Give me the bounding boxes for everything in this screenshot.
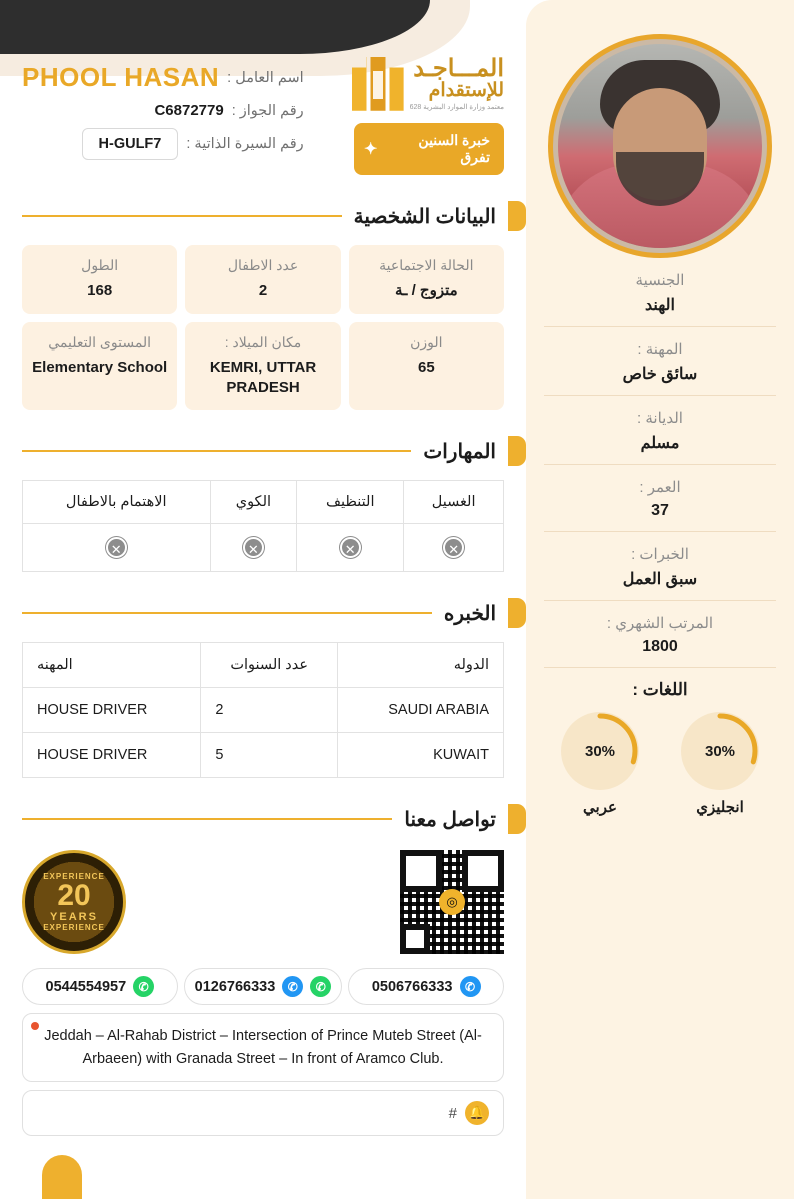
- sidebar-field-experience: [544, 532, 776, 601]
- logo-subtitle: معتمد وزارة الموارد البشرية 628: [409, 104, 504, 112]
- header-fields: [22, 56, 304, 169]
- sidebar-field-profession: [544, 327, 776, 396]
- language-gauge-arabic: [554, 712, 646, 816]
- whatsapp-icon[interactable]: ✆: [310, 976, 331, 997]
- sidebar-field-salary: [544, 601, 776, 668]
- cv-number-label: رقم السيرة الذاتية :: [186, 136, 304, 152]
- passport-row: [22, 102, 304, 119]
- sidebar-field-value: سبق العمل: [622, 571, 698, 588]
- star-icon: ✦: [364, 141, 378, 159]
- section-title: البيانات الشخصية: [353, 205, 496, 228]
- worker-name-value: PHOOL HASAN: [22, 62, 220, 92]
- skill-cell: [404, 524, 504, 572]
- cell-value: 2: [258, 282, 268, 300]
- phone-list: [22, 968, 504, 1005]
- social-bar[interactable]: [22, 1090, 504, 1136]
- section-tab-icon: [508, 201, 526, 231]
- skill-cell: [210, 524, 297, 572]
- phone-chip-3[interactable]: [22, 968, 178, 1005]
- exp-years: 2: [201, 688, 338, 733]
- exp-years: 5: [201, 733, 338, 778]
- sidebar-field-nationality: [544, 258, 776, 327]
- skill-header: الاهتمام بالاطفال: [23, 481, 211, 524]
- address-box: [22, 1013, 504, 1082]
- sidebar-field-label: المرتب الشهري :: [606, 615, 714, 632]
- x-circle-icon: ✕: [106, 537, 127, 558]
- section-tab-icon: [508, 598, 526, 628]
- qr-code[interactable]: [400, 850, 504, 954]
- x-circle-icon: ✕: [243, 537, 264, 558]
- skill-cell: [297, 524, 404, 572]
- cell-value: 168: [87, 282, 113, 300]
- sidebar-field-label: المهنة :: [637, 341, 683, 358]
- section-rule: [22, 450, 411, 452]
- address-text: Jeddah – Al-Rahab District – Intersection of Prince Muteb Street (Al-Arbaeen) with Granada Street – In front of Aramco Club.: [44, 1028, 482, 1067]
- language-gauge-english: [674, 712, 766, 816]
- personal-cell-education: [22, 322, 177, 411]
- sidebar-field-value: 37: [651, 502, 669, 519]
- exp-profession: HOUSE DRIVER: [23, 733, 201, 778]
- cell-value: KEMRI, UTTAR PRADESH: [209, 358, 317, 396]
- language-name: عربي: [583, 799, 617, 816]
- section-contact: [22, 804, 504, 1136]
- sidebar-field-label: الجنسية: [635, 272, 685, 289]
- worker-name-row: [22, 62, 304, 93]
- x-circle-icon: ✕: [443, 537, 464, 558]
- phone-chip-2[interactable]: [184, 968, 343, 1005]
- logo-line-1: المـــاجـد: [413, 55, 504, 82]
- seal-number: 20: [57, 879, 91, 913]
- skills-table: [22, 480, 504, 572]
- table-row: [23, 643, 504, 688]
- section-personal: [22, 201, 504, 410]
- sidebar-field-value: سائق خاص: [622, 366, 698, 383]
- experience-seal: [22, 850, 126, 954]
- exp-country: SAUDI ARABIA: [337, 688, 503, 733]
- skill-header: الغسيل: [404, 481, 504, 524]
- exp-header-years: عدد السنوات: [201, 643, 338, 688]
- phone-number: 0544554957: [45, 978, 127, 995]
- cell-label: المستوى التعليمي: [48, 333, 152, 350]
- logo-line-2: للإستقدام: [428, 80, 504, 102]
- cv-number-value: H-GULF7: [82, 128, 179, 160]
- sidebar-field-label: العمر :: [639, 479, 681, 496]
- passport-label: رقم الجواز :: [231, 102, 304, 119]
- section-title: تواصل معنا: [404, 808, 496, 831]
- location-dot-icon: [31, 1022, 39, 1030]
- language-gauges: [544, 706, 776, 816]
- personal-cell-birthplace: [185, 322, 340, 411]
- cell-value: متزوج / ـة: [394, 282, 458, 300]
- cell-label: مكان الميلاد :: [224, 333, 302, 350]
- personal-cell-height: [22, 245, 177, 313]
- skill-header: التنظيف: [297, 481, 404, 524]
- sidebar-field-age: [544, 465, 776, 532]
- experience-badge: [354, 123, 504, 175]
- section-rule: [22, 215, 342, 217]
- section-skills: [22, 436, 504, 572]
- passport-value: C6872779: [154, 102, 224, 119]
- skill-header: الكوي: [210, 481, 297, 524]
- section-tab-icon: [508, 804, 526, 834]
- language-name: انجليزي: [696, 799, 744, 816]
- exp-country: KUWAIT: [337, 733, 503, 778]
- section-experience: [22, 598, 504, 778]
- personal-cell-marital: [349, 245, 504, 313]
- languages-title: اللغات :: [632, 680, 688, 699]
- exp-header-country: الدوله: [337, 643, 503, 688]
- phone-chip-1[interactable]: [348, 968, 504, 1005]
- language-percent: 30%: [704, 742, 736, 760]
- cell-label: الحالة الاجتماعية: [379, 257, 474, 274]
- seal-years-text: YEARS: [50, 911, 98, 924]
- language-percent: 30%: [584, 742, 616, 760]
- cv-number-row: [22, 128, 304, 160]
- sidebar-field-value: الهند: [645, 297, 675, 314]
- notification-bell-icon[interactable]: 🔔: [465, 1101, 489, 1125]
- sidebar-field-religion: [544, 396, 776, 465]
- sidebar: [526, 0, 794, 1199]
- seal-bottom-text: EXPERIENCE: [43, 923, 105, 933]
- table-row: [23, 524, 504, 572]
- cell-value: 65: [417, 358, 435, 376]
- phone-icon[interactable]: ✆: [282, 976, 303, 997]
- skill-cell: [23, 524, 211, 572]
- whatsapp-icon[interactable]: ✆: [133, 976, 154, 997]
- sidebar-field-value: مسلم: [640, 435, 680, 452]
- x-circle-icon: ✕: [340, 537, 361, 558]
- exp-header-profession: المهنه: [23, 643, 201, 688]
- document-header: [22, 0, 504, 175]
- qr-center-icon: ◎: [439, 889, 465, 915]
- avatar: [548, 34, 772, 258]
- personal-cell-weight: [349, 322, 504, 411]
- social-hash: #: [448, 1104, 457, 1122]
- table-row: [23, 481, 504, 524]
- phone-icon[interactable]: ✆: [460, 976, 481, 997]
- section-title: المهارات: [423, 440, 496, 463]
- cell-value: Elementary School: [32, 358, 168, 376]
- section-rule: [22, 612, 432, 614]
- table-row: [23, 688, 504, 733]
- sidebar-field-label: الديانة :: [637, 410, 683, 427]
- experience-table: [22, 642, 504, 778]
- section-tab-icon: [508, 436, 526, 466]
- cell-label: عدد الاطفال: [227, 257, 299, 274]
- sidebar-field-value: 1800: [642, 638, 678, 655]
- badge-label: خبرة السنين تفرق: [418, 132, 490, 166]
- table-row: [23, 733, 504, 778]
- seal-top-text: EXPERIENCE: [43, 872, 105, 882]
- section-rule: [22, 818, 392, 820]
- section-title: الخبره: [443, 602, 496, 625]
- phone-number: 0506766333: [371, 978, 453, 995]
- cell-label: الوزن: [410, 333, 443, 350]
- cell-label: الطول: [81, 257, 119, 274]
- exp-profession: HOUSE DRIVER: [23, 688, 201, 733]
- logo-mark-icon: [352, 57, 404, 111]
- worker-name-label: اسم العامل :: [227, 69, 304, 86]
- company-logo: [344, 56, 504, 175]
- phone-number: 0126766333: [194, 978, 276, 995]
- personal-grid: [22, 245, 504, 410]
- sidebar-field-label: الخبرات :: [631, 546, 689, 563]
- footer-decoration: [42, 1155, 82, 1199]
- personal-cell-children: [185, 245, 340, 313]
